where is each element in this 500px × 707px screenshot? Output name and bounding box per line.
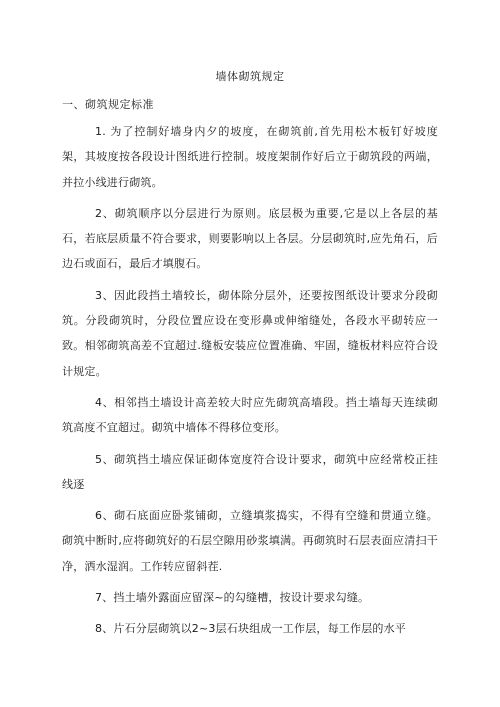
paragraph-7: 7、挡土墙外露面应留深~的勾缝槽，按设计要求勾缝。 [95,591,370,605]
paragraph-5: 5、砌筑挡土墙应保证砌体宽度符合设计要求，砌筑中应经常校正挂线逐 [62,452,438,491]
paragraph-8: 8、片石分层砌筑以2~3层石块组成一工作层，每工作层的水平 [95,622,407,636]
paragraph-1: 1. 为了控制好墙身内夕的坡度，在砌筑前,首先用松木板钉好坡度架，其坡度按各段设计图纸进行控制。坡度架制作好后立于砌筑段的两端，并拉小线进行砌筑。 [62,125,438,189]
paragraph-3: 3、因此段挡土墙较长，砌体除分层外，还要按图纸设计要求分段砌筑。分段砌筑时，分段位置应设在变形鼻或伸缩缝处，各段水平砌转应一致。相邻砌筑高差不宜超过.缝板安装应位置准确、牢固，缝板材料应符合设计规定。 [62,288,438,378]
paragraph-6: 6、砌石底面应卧浆铺砌，立缝填浆捣实，不得有空缝和贯通立缝。砌筑中断时,应将砌筑好的石层空隙用砂浆填满。再砌筑时石层表面应清扫干净，洒水湿润。工作转应留斜茬. [62,509,438,573]
document-body [62,119,438,648]
document-title: 墙体砌筑规定 [215,70,285,83]
paragraph-2: 2、砌筑顺序以分层进行为原则。底层极为重要,它是以上各层的基石，若底层质量不符合要求，则要影响以上各层。分层砌筑时,应先角石，后边石或面石，最后才填腹石。 [62,206,438,271]
section-heading: 一、砌筑规定标准 [62,98,154,111]
paragraph-4: 4、相邻挡土墙设计高差较大时应先砌筑高墙段。挡土墙每天连续砌筑高度不宜超过。砌筑中墙体不得移位变形。 [62,395,438,435]
